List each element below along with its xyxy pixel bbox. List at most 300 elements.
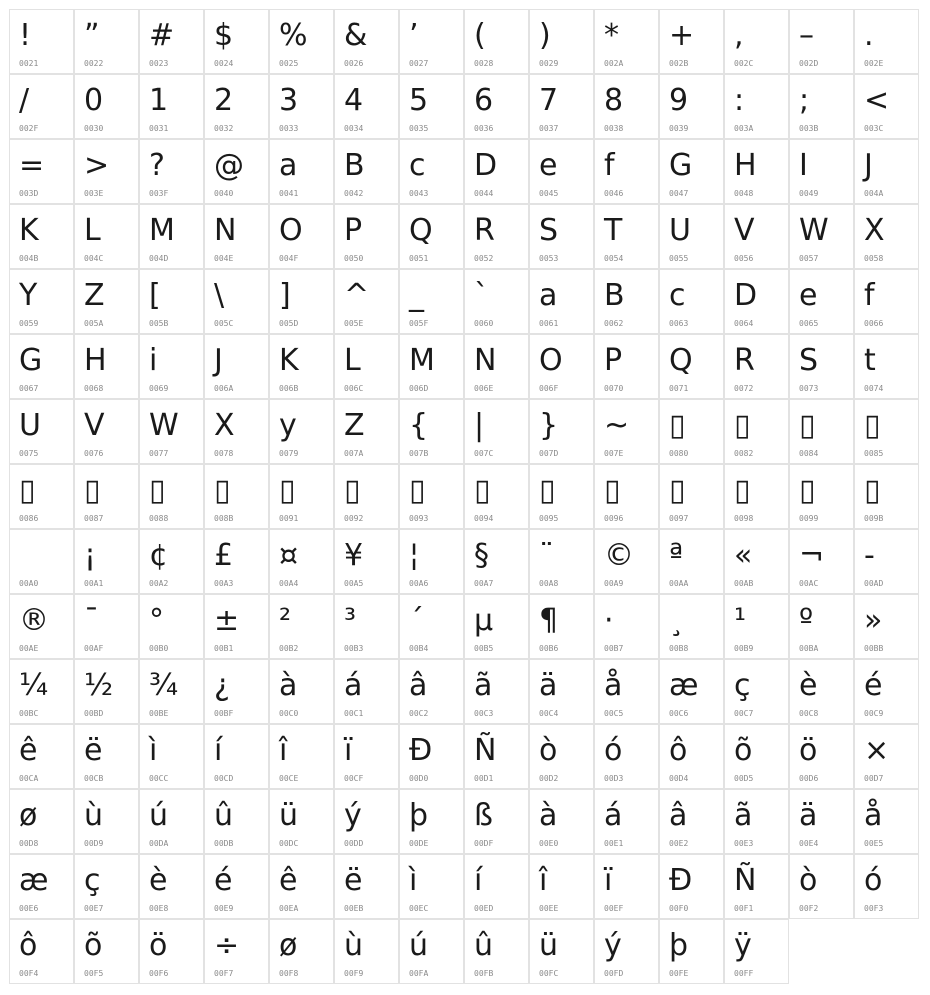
glyph-codepoint: 00D7 [864,774,884,783]
glyph-char: : [734,83,745,118]
glyph-codepoint: 0086 [19,514,39,523]
glyph-char: ô [669,733,688,768]
glyph-codepoint: 0098 [734,514,754,523]
glyph-codepoint: 00C7 [734,709,754,718]
glyph-char: ë [84,733,103,768]
glyph-codepoint: 00D3 [604,774,624,783]
glyph-char: ▯ [474,473,491,508]
glyph-char: ö [149,928,168,963]
glyph-cell [594,529,659,594]
glyph-char: K [279,343,299,378]
glyph-cell [269,399,334,464]
glyph-cell [529,724,594,789]
glyph-cell [724,334,789,399]
glyph-cell [139,659,204,724]
glyph-cell [464,659,529,724]
glyph-char: < [864,83,890,118]
glyph-char: ê [19,733,38,768]
glyph-char: M [409,343,435,378]
glyph-cell [659,9,724,74]
glyph-cell [204,269,269,334]
glyph-cell [594,789,659,854]
glyph-codepoint: 005F [409,319,429,328]
glyph-cell [659,919,724,984]
glyph-cell [334,9,399,74]
glyph-codepoint: 00B3 [344,644,364,653]
glyph-codepoint: 005C [214,319,234,328]
glyph-codepoint: 00FF [734,969,754,978]
glyph-codepoint: 004A [864,189,884,198]
glyph-cell [659,399,724,464]
glyph-cell [724,204,789,269]
glyph-cell [74,789,139,854]
glyph-codepoint: 0074 [864,384,884,393]
glyph-cell [854,789,919,854]
glyph-char: ( [474,18,486,53]
glyph-cell [724,854,789,919]
glyph-codepoint: 007E [604,449,624,458]
glyph-cell [724,9,789,74]
glyph-char: ▯ [734,408,751,443]
glyph-char: i [149,343,158,378]
glyph-cell [399,594,464,659]
glyph-codepoint: 00DD [344,839,364,848]
glyph-codepoint: 00EF [604,904,624,913]
glyph-char: e [799,278,818,313]
glyph-char: ” [84,18,100,53]
glyph-char: S [539,213,559,248]
glyph-char: þ [409,798,429,833]
glyph-codepoint: 004B [19,254,39,263]
glyph-codepoint: 007C [474,449,494,458]
glyph-codepoint: 00D1 [474,774,494,783]
glyph-cell [74,139,139,204]
glyph-char: ÿ [734,928,752,963]
glyph-cell [464,724,529,789]
glyph-cell [529,399,594,464]
glyph-cell [74,399,139,464]
glyph-char: ¼ [19,668,49,703]
glyph-codepoint: 00D4 [669,774,689,783]
glyph-codepoint: 0066 [864,319,884,328]
glyph-cell [464,789,529,854]
glyph-cell [334,789,399,854]
glyph-codepoint: 0031 [149,124,169,133]
glyph-codepoint: 00B5 [474,644,494,653]
glyph-codepoint: 006F [539,384,559,393]
glyph-cell [789,529,854,594]
glyph-char: · [604,603,614,638]
glyph-char: ^ [344,278,370,313]
glyph-char: | [474,408,485,443]
glyph-codepoint: 0045 [539,189,559,198]
glyph-char: ô [19,928,38,963]
glyph-char: _ [409,278,424,313]
glyph-codepoint: 0084 [799,449,819,458]
glyph-codepoint: 00EA [279,904,299,913]
glyph-codepoint: 003F [149,189,169,198]
glyph-codepoint: 00A0 [19,579,39,588]
glyph-cell [9,594,74,659]
glyph-codepoint: 0021 [19,59,39,68]
glyph-cell [854,399,919,464]
glyph-char: ¿ [214,668,230,703]
glyph-codepoint: 00ED [474,904,494,913]
glyph-char: ä [799,798,818,833]
glyph-codepoint: 00CF [344,774,364,783]
glyph-codepoint: 00F4 [19,969,39,978]
glyph-cell [789,334,854,399]
glyph-char: } [539,408,559,443]
glyph-cell [464,9,529,74]
glyph-codepoint: 00FD [604,969,624,978]
glyph-codepoint: 00A4 [279,579,299,588]
glyph-char: ® [19,603,49,638]
glyph-char: ø [19,798,38,833]
glyph-cell [9,9,74,74]
glyph-cell [399,789,464,854]
glyph-char: á [604,798,623,833]
glyph-cell [269,594,334,659]
glyph-cell [399,204,464,269]
glyph-char: R [734,343,755,378]
glyph-cell [464,74,529,139]
glyph-codepoint: 007D [539,449,559,458]
glyph-codepoint: 00F2 [799,904,819,913]
glyph-codepoint: 00B4 [409,644,429,653]
glyph-char: 4 [344,83,364,118]
glyph-codepoint: 0050 [344,254,364,263]
glyph-cell [204,9,269,74]
glyph-char: ` [474,278,489,313]
glyph-codepoint: 0062 [604,319,624,328]
glyph-cell [399,139,464,204]
glyph-char: K [19,213,39,248]
glyph-codepoint: 004F [279,254,299,263]
glyph-codepoint: 0051 [409,254,429,263]
glyph-cell [9,334,74,399]
glyph-codepoint: 00E2 [669,839,689,848]
glyph-char: Ñ [474,733,497,768]
glyph-cell [529,74,594,139]
glyph-char: î [279,733,288,768]
glyph-char: 9 [669,83,689,118]
glyph-cell [854,529,919,594]
glyph-codepoint: 0037 [539,124,559,133]
glyph-codepoint: 00B8 [669,644,689,653]
glyph-cell [854,594,919,659]
glyph-cell [724,269,789,334]
glyph-char: å [864,798,883,833]
glyph-codepoint: 0078 [214,449,234,458]
glyph-char: ù [84,798,104,833]
glyph-codepoint: 00F1 [734,904,754,913]
glyph-char: ì [409,863,418,898]
glyph-char: ´ [409,603,424,638]
glyph-char: D [474,148,498,183]
glyph-codepoint: 00F0 [669,904,689,913]
glyph-cell [529,204,594,269]
glyph-char: í [214,733,223,768]
glyph-codepoint: 00A9 [604,579,624,588]
glyph-char: ▯ [149,473,166,508]
glyph-cell [594,464,659,529]
glyph-codepoint: 00EC [409,904,429,913]
glyph-codepoint: 0065 [799,319,819,328]
glyph-cell [594,334,659,399]
glyph-cell [789,789,854,854]
glyph-char: . [864,18,874,53]
glyph-cell [334,399,399,464]
glyph-cell [139,594,204,659]
glyph-cell [724,724,789,789]
glyph-cell [204,529,269,594]
glyph-cell [269,854,334,919]
glyph-cell [9,464,74,529]
glyph-cell [464,139,529,204]
glyph-cell [139,139,204,204]
glyph-char: O [279,213,303,248]
glyph-cell [204,659,269,724]
glyph-codepoint: 003A [734,124,754,133]
glyph-char: ¸ [669,603,684,638]
glyph-cell [74,724,139,789]
glyph-char: P [344,213,363,248]
glyph-cell [724,594,789,659]
glyph-cell [464,854,529,919]
glyph-codepoint: 0097 [669,514,689,523]
glyph-char: ÷ [214,928,240,963]
glyph-char: ¢ [149,538,169,573]
glyph-codepoint: 00CE [279,774,299,783]
glyph-cell [139,789,204,854]
glyph-cell [334,659,399,724]
glyph-cell [334,594,399,659]
glyph-char: å [604,668,623,703]
glyph-codepoint: 00EB [344,904,364,913]
glyph-char: ä [539,668,558,703]
glyph-codepoint: 00B6 [539,644,559,653]
glyph-cell [724,789,789,854]
glyph-codepoint: 00C4 [539,709,559,718]
glyph-char: 3 [279,83,299,118]
glyph-cell [659,789,724,854]
glyph-cell [594,659,659,724]
glyph-cell [204,789,269,854]
glyph-cell [399,724,464,789]
glyph-char: è [799,668,818,703]
glyph-codepoint: 0054 [604,254,624,263]
glyph-cell [399,74,464,139]
glyph-char: – [799,18,814,53]
glyph-char: » [864,603,883,638]
glyph-codepoint: 00AA [669,579,689,588]
glyph-codepoint: 0073 [799,384,819,393]
glyph-char: ~ [604,408,630,443]
glyph-char: µ [474,603,494,638]
glyph-codepoint: 007B [409,449,429,458]
glyph-char: X [214,408,235,443]
glyph-codepoint: 0025 [279,59,299,68]
glyph-codepoint: 00D2 [539,774,559,783]
glyph-cell [659,529,724,594]
glyph-char: Z [344,408,365,443]
glyph-char: º [799,603,814,638]
glyph-cell [269,74,334,139]
glyph-cell [74,854,139,919]
glyph-codepoint: 00A1 [84,579,104,588]
glyph-cell [464,464,529,529]
glyph-cell [269,9,334,74]
glyph-cell [854,74,919,139]
glyph-cell [399,529,464,594]
glyph-codepoint: 00A2 [149,579,169,588]
glyph-codepoint: 00E1 [604,839,624,848]
glyph-char: c [409,148,426,183]
glyph-codepoint: 003E [84,189,104,198]
glyph-char: 0 [84,83,104,118]
glyph-char: # [149,18,175,53]
glyph-codepoint: 0072 [734,384,754,393]
glyph-grid [9,9,919,984]
glyph-char: ) [539,18,551,53]
glyph-char: - [864,538,875,573]
glyph-cell [334,529,399,594]
glyph-char: J [864,148,873,183]
glyph-cell [659,724,724,789]
glyph-char: / [19,83,30,118]
glyph-char: ¦ [409,538,420,573]
glyph-cell [789,399,854,464]
glyph-char: I [799,148,808,183]
glyph-char: ▯ [409,473,426,508]
glyph-cell [594,9,659,74]
glyph-codepoint: 003D [19,189,39,198]
glyph-char: Ñ [734,863,757,898]
glyph-char: ▯ [669,473,686,508]
glyph-cell [854,659,919,724]
glyph-cell [204,334,269,399]
glyph-cell [269,529,334,594]
glyph-codepoint: 00F8 [279,969,299,978]
glyph-codepoint: 00BA [799,644,819,653]
glyph-codepoint: 00CC [149,774,169,783]
glyph-char: G [19,343,43,378]
glyph-cell [464,204,529,269]
glyph-codepoint: 0040 [214,189,234,198]
glyph-codepoint: 0030 [84,124,104,133]
glyph-codepoint: 00CA [19,774,39,783]
glyph-codepoint: 0042 [344,189,364,198]
glyph-codepoint: 0056 [734,254,754,263]
glyph-codepoint: 0046 [604,189,624,198]
glyph-cell [789,204,854,269]
glyph-char: é [864,668,883,703]
glyph-cell [789,659,854,724]
glyph-char: ¹ [734,603,747,638]
glyph-char: Ð [669,863,693,898]
glyph-cell [789,74,854,139]
glyph-codepoint: 0088 [149,514,169,523]
glyph-codepoint: 0071 [669,384,689,393]
glyph-codepoint: 005B [149,319,169,328]
glyph-cell [594,269,659,334]
glyph-cell [464,919,529,984]
glyph-codepoint: 0033 [279,124,299,133]
glyph-cell [724,919,789,984]
glyph-cell [659,204,724,269]
glyph-char: ¶ [539,603,559,638]
glyph-char: ▯ [669,408,686,443]
glyph-char: ª [669,538,684,573]
glyph-codepoint: 00AF [84,644,104,653]
glyph-cell [139,919,204,984]
glyph-codepoint: 00B7 [604,644,624,653]
glyph-char: B [604,278,625,313]
glyph-char: î [539,863,548,898]
glyph-char: ½ [84,668,114,703]
glyph-char: ▯ [214,473,231,508]
glyph-cell [334,854,399,919]
glyph-codepoint: 00CD [214,774,234,783]
glyph-char: ² [279,603,292,638]
glyph-codepoint: 00A8 [539,579,559,588]
glyph-codepoint: 00E3 [734,839,754,848]
glyph-codepoint: 005D [279,319,299,328]
glyph-char: L [344,343,361,378]
glyph-codepoint: 0041 [279,189,299,198]
glyph-char: § [474,538,489,573]
glyph-codepoint: 0064 [734,319,754,328]
glyph-cell [659,594,724,659]
glyph-char: ¤ [279,538,299,573]
glyph-cell [139,464,204,529]
glyph-codepoint: 0092 [344,514,364,523]
glyph-char: > [84,148,110,183]
glyph-codepoint: 004E [214,254,234,263]
glyph-char: ; [799,83,810,118]
glyph-codepoint: 0057 [799,254,819,263]
glyph-codepoint: 00FC [539,969,559,978]
glyph-codepoint: 0038 [604,124,624,133]
glyph-cell [594,74,659,139]
glyph-cell [464,594,529,659]
glyph-codepoint: 0094 [474,514,494,523]
glyph-cell [854,464,919,529]
glyph-codepoint: 006C [344,384,364,393]
glyph-cell [594,139,659,204]
glyph-codepoint: 0091 [279,514,299,523]
glyph-char: ▯ [19,473,36,508]
glyph-codepoint: 00BF [214,709,234,718]
glyph-char: \ [214,278,225,313]
glyph-cell [74,334,139,399]
glyph-cell [9,139,74,204]
glyph-char: D [734,278,758,313]
glyph-codepoint: 002E [864,59,884,68]
glyph-codepoint: 00D9 [84,839,104,848]
glyph-char: , [734,18,744,53]
glyph-char: * [604,18,619,53]
glyph-codepoint: 005E [344,319,364,328]
glyph-cell [334,204,399,269]
glyph-cell [9,399,74,464]
glyph-cell [204,74,269,139]
glyph-char: H [734,148,757,183]
glyph-char: ¨ [539,538,554,573]
glyph-codepoint: 00E8 [149,904,169,913]
glyph-cell [9,789,74,854]
